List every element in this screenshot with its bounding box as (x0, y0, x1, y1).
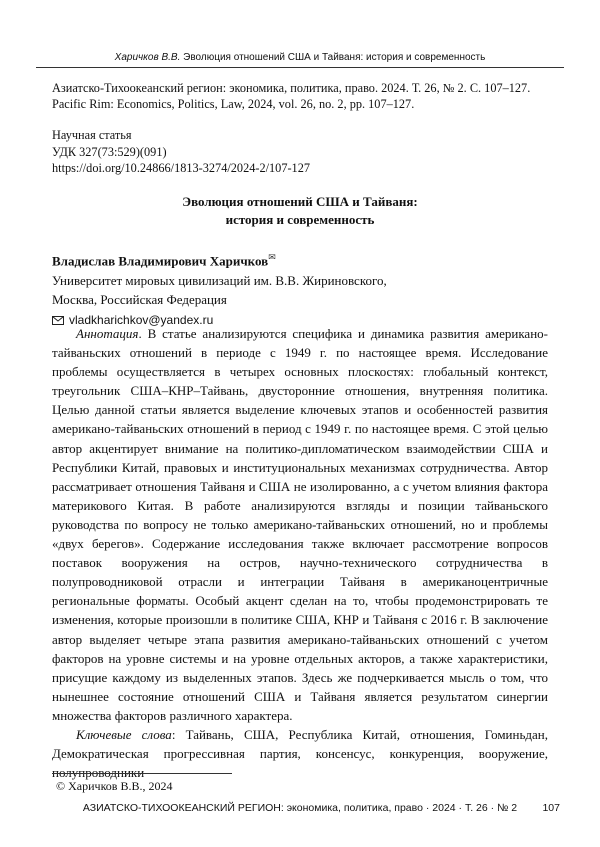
affiliation-line-2: Москва, Российская Федерация (52, 292, 227, 308)
affiliation-line-1: Университет мировых цивилизаций им. В.В. Жириновского, (52, 272, 387, 288)
author-name: Владислав Владимирович Харичков (52, 253, 269, 269)
doi-link[interactable]: https://doi.org/10.24866/1813-3274/2024-2/107-127 (52, 161, 311, 175)
mail-superscript-icon: ✉ (268, 252, 276, 262)
article-title (0, 193, 600, 229)
journal-footer: АЗИАТСКО-ТИХООКЕАНСКИЙ РЕГИОН: экономика, политика, право · 2024 · Т. 26 · № 2 (82, 802, 518, 814)
running-head-title: Эволюция отношений США и Тайваня: история и современность (183, 52, 486, 63)
citation-block (52, 80, 562, 112)
header-rule (36, 67, 564, 68)
footnote-rule (52, 773, 232, 774)
running-head-author: Харичков В.В. (114, 52, 181, 63)
title-line-1: Эволюция отношений США и Тайваня: (182, 194, 418, 209)
udc-code: УДК 327(73:529)(091) (52, 144, 167, 159)
abstract-paragraph (52, 324, 548, 725)
abstract-label: Аннотация (76, 326, 139, 341)
abstract-text: . В статье анализируются специфика и динамика развития американо-тайваньских отношений в периоде с 1949 г. по настоящее время. Исследование проблемы осуществляется в четырех основных плоскостях: глобальный контекст, треугольник США–КНР–Тайвань, двусторонние отношения, внутренняя политика. Целью данной статьи является выделение ключевых этапов и особенностей развития американо-тайваньских отношений в период с 1949 г. по настоящее время. С этой целью автор акцентирует внимание на политико-дипломатическом взаимодействии США и Республики Китай, правовых и институциональных механизмах сотрудничества. Автор рассматривает отношения Тайваня и США не изолированно, а с учетом влияния фактора материкового Китая. В работе анализируются взгляды и позиции тайваньского руководства по вопросу не только американо-тайваньских отношений, но и проблемы «двух берегов». Содержание исследования также включает рассмотрение вопросов поставок вооружения на остров, научно-технического сотрудничества в полупроводниковой отрасли и интеграции Тайваня в американоцентричные региональные форматы. Особый акцент сделан на то, чтобы продемонстрировать те изменения, которые произошли в политике США, КНР и Тайваня с 2016 г. В заключение автор выделяет четыре этапа развития американо-тайваньских отношений с учетом факторов на уровне системы и на уровне отдельных акторов, а также характеристики, присущие каждому из выделенных этапов. Здесь же подчеркивается мысль о том, что нынешнее состояние отношений США и Тайваня является результатом синергии множества факторов различного характера. (52, 326, 548, 723)
page-number: 107 (542, 802, 560, 814)
keywords-label: Ключевые слова (76, 726, 172, 742)
running-head (0, 52, 600, 63)
author-block (52, 248, 552, 330)
abstract-section (52, 324, 548, 782)
copyright: © Харичков В.В., 2024 (56, 779, 173, 793)
citation-ru: Азиатско-Тихоокеанский регион: экономика, политика, право. 2024. Т. 26, № 2. С. 107–127. (52, 81, 531, 95)
article-type: Научная статья (52, 128, 132, 142)
article-meta (52, 127, 310, 177)
citation-en: Pacific Rim: Economics, Politics, Law, 2024, vol. 26, no. 2, pp. 107–127. (52, 97, 415, 111)
author-email[interactable]: vladkharichkov@yandex.ru (69, 312, 214, 327)
title-line-2: история и современность (225, 212, 375, 227)
keywords-text: : Тайвань, США, Республика Китай, отношения, Гоминьдан, Демократическая прогрессивная партия, консенсус, конкуренция, вооружение, полупроводники (52, 726, 548, 781)
